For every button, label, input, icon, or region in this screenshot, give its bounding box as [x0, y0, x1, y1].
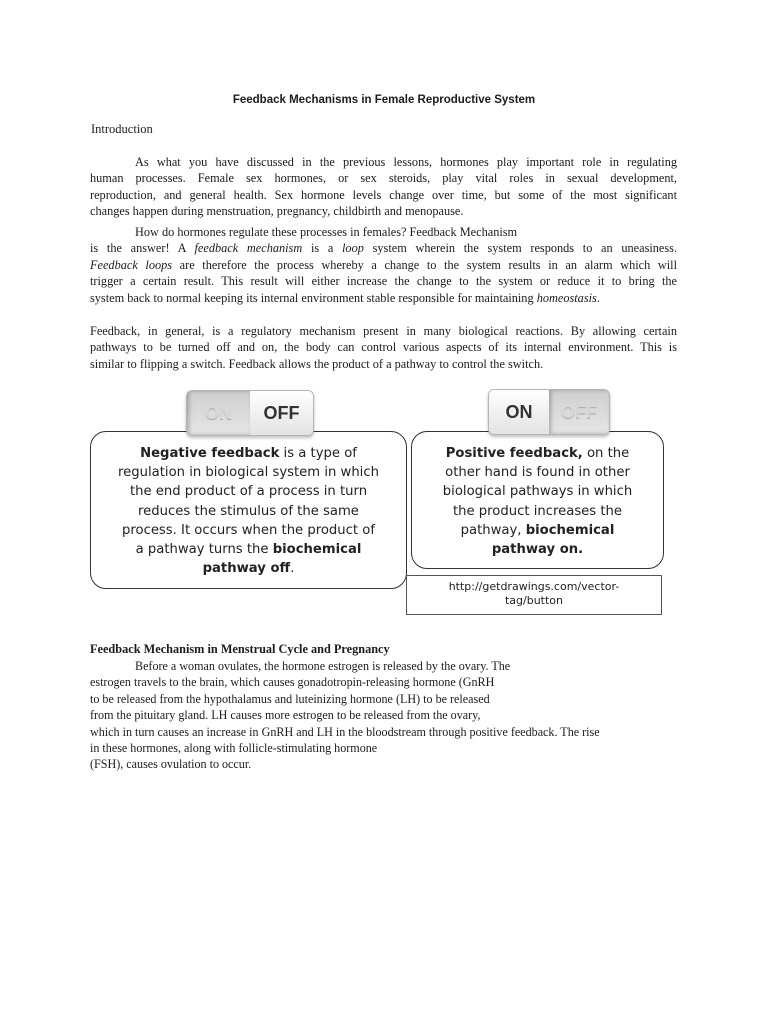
- paragraph-line: Feedback, in general, is a regulatory mechanism present in many biological reactions. By allowing certain: [90, 324, 677, 338]
- positive-feedback-text-run: the product increases the: [452, 503, 623, 519]
- text-run: is the answer! A: [90, 241, 195, 256]
- positive-feedback-box: [411, 431, 664, 569]
- paragraph-line: pathways to be turned off and on, the body can control various aspects of its internal environment. This is: [90, 340, 677, 355]
- feedback-switch-figure: [88, 386, 678, 622]
- positive-feedback-text: [412, 444, 663, 559]
- paragraph-line: estrogen travels to the brain, which causes gonadotropin-releasing hormone (GnRH: [90, 675, 495, 690]
- text-run: are therefore the process whereby a change to the system results in an alarm which will: [172, 257, 677, 272]
- paragraph-line: similar to flipping a switch. Feedback allows the product of a pathway to control the switch.: [90, 356, 544, 371]
- paragraph-line: Before a woman ovulates, the hormone estrogen is released by the ovary. The: [135, 659, 511, 673]
- positive-feedback-line: [412, 540, 663, 559]
- credit-url-line-2: tag/button: [504, 594, 564, 607]
- intro-paragraph-3: [90, 323, 677, 372]
- negative-feedback-text-run: is a type of: [279, 446, 357, 461]
- on-switch-graphic: [488, 389, 610, 435]
- paragraph-line: in these hormones, along with follicle-stimulating hormone: [90, 741, 378, 756]
- positive-feedback-bold-term: biochemical: [525, 522, 615, 538]
- paragraph-line: (FSH), causes ovulation to occur.: [90, 757, 252, 772]
- introduction-heading: Introduction: [91, 122, 153, 136]
- negative-feedback-line: [91, 540, 406, 559]
- document-title: Feedback Mechanisms in Female Reproductive System: [232, 94, 536, 106]
- intro-paragraph-1: [90, 154, 677, 220]
- paragraph-line: changes happen during menstruation, pregnancy, childbirth and menopause.: [90, 204, 464, 219]
- switch-on-label: ON: [489, 390, 549, 434]
- switch-on-label: ON: [187, 391, 250, 435]
- positive-feedback-line: [412, 444, 663, 463]
- positive-feedback-bold-term: pathway on.: [491, 542, 584, 558]
- negative-feedback-line: [91, 444, 406, 463]
- negative-feedback-line: [91, 521, 406, 540]
- negative-feedback-line: [91, 502, 406, 521]
- negative-feedback-text-run: regulation in biological system in which: [118, 465, 379, 481]
- negative-feedback-line: [91, 482, 406, 501]
- negative-feedback-text-run: .: [290, 561, 295, 577]
- negative-feedback-text-run: a pathway turns the: [135, 542, 273, 558]
- paragraph-line: human processes. Female sex hormones, or sex steroids, play vital roles in sexual development,: [90, 171, 677, 186]
- negative-feedback-bold-term: pathway off: [202, 561, 291, 577]
- term-feedback-mechanism: feedback mechanism: [194, 241, 303, 256]
- menstrual-cycle-section-body: [90, 658, 600, 773]
- negative-feedback-text-run: process. It occurs when the product of: [122, 522, 375, 538]
- negative-feedback-text-run: the end product of a process in turn: [129, 484, 368, 500]
- paragraph-line: [90, 257, 677, 273]
- negative-feedback-text: [91, 444, 406, 578]
- paragraph-line: which in turn causes an increase in GnRH and LH in the bloodstream through positive feedback. The rise: [90, 724, 600, 739]
- term-loop: loop: [342, 241, 364, 256]
- credit-url-line-1: http://getdrawings.com/vector-: [448, 580, 620, 593]
- negative-feedback-line: [91, 463, 406, 482]
- paragraph-line: reproduction, and general health. Sex hormone levels change over time, but some of the most significant: [90, 187, 677, 202]
- switch-off-label: OFF: [549, 390, 609, 434]
- positive-feedback-line: [412, 521, 663, 540]
- paragraph-line: [90, 240, 677, 256]
- negative-feedback-bold-term: biochemical: [272, 542, 362, 558]
- paragraph-line: to be released from the hypothalamus and luteinizing hormone (LH) to be released: [90, 691, 490, 706]
- positive-feedback-text-run: other hand is found in other: [445, 465, 630, 481]
- text-run: system wherein the system responds to an uneasiness.: [363, 241, 678, 256]
- negative-feedback-bold-term: Negative feedback: [140, 446, 280, 461]
- text-run: system back to normal keeping its internal environment stable responsible for maintaining: [90, 290, 537, 305]
- term-homeostasis: homeostasis: [536, 290, 597, 305]
- negative-feedback-text-run: reduces the stimulus of the same: [138, 503, 359, 519]
- negative-feedback-box: [90, 431, 407, 589]
- intro-paragraph-2: [90, 224, 677, 306]
- positive-feedback-text-run: biological pathways in which: [442, 484, 633, 500]
- positive-feedback-text-run: pathway,: [460, 522, 526, 538]
- term-feedback-loops: Feedback loops: [90, 257, 173, 272]
- text-run: is a: [302, 241, 343, 256]
- image-credit-box: [406, 575, 662, 615]
- switch-off-label: OFF: [250, 391, 313, 435]
- positive-feedback-line: [412, 482, 663, 501]
- paragraph-line: How do hormones regulate these processes in females? Feedback Mechanism: [135, 225, 518, 239]
- text-run: .: [596, 290, 600, 305]
- paragraph-line: trigger a certain result. This result will either increase the change to the system or reduce it to bring the: [90, 274, 677, 289]
- paragraph-line: [90, 290, 677, 306]
- paragraph-line: from the pituitary gland. LH causes more estrogen to be released from the ovary,: [90, 708, 481, 723]
- positive-feedback-bold-term: Positive feedback,: [445, 446, 583, 461]
- positive-feedback-text-run: on the: [582, 446, 630, 461]
- menstrual-cycle-section-heading: Feedback Mechanism in Menstrual Cycle and Pregnancy: [90, 642, 390, 656]
- positive-feedback-line: [412, 463, 663, 482]
- off-switch-graphic: [186, 390, 314, 436]
- positive-feedback-line: [412, 502, 663, 521]
- paragraph-line: As what you have discussed in the previous lessons, hormones play important role in regulating: [135, 155, 677, 169]
- negative-feedback-line: [91, 559, 406, 578]
